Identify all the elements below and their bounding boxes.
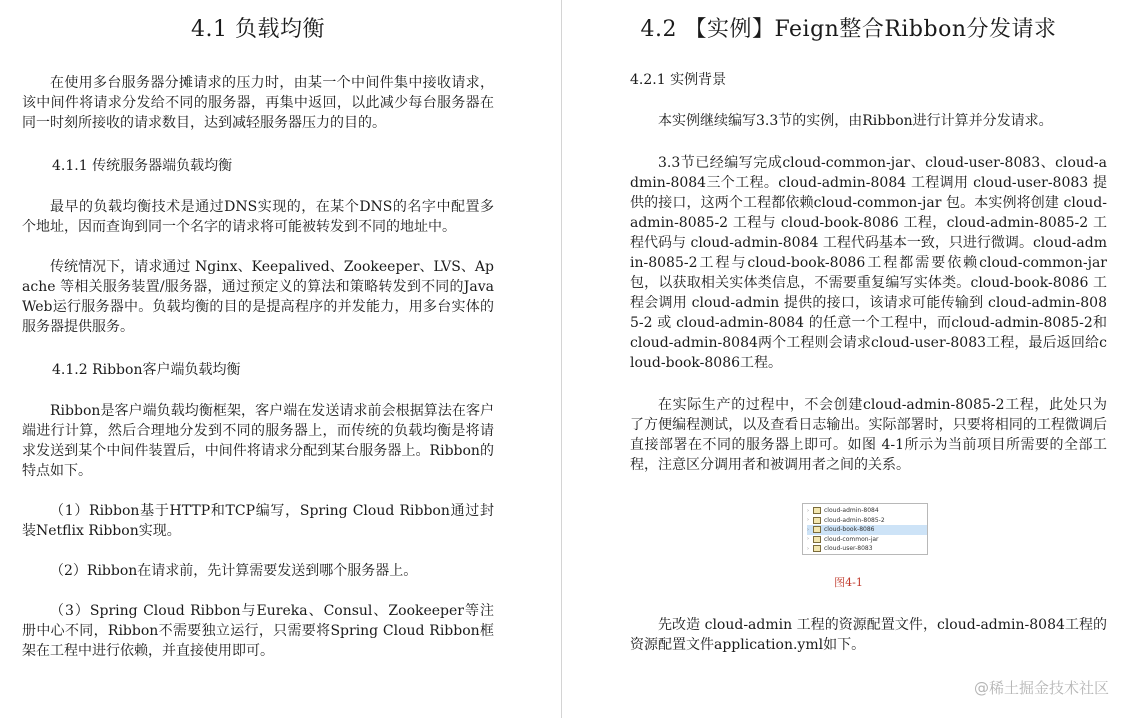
dns-paragraph: 最早的负载均衡技术是通过DNS实现的，在某个DNS的名字中配置多个地址，因而查询到同一个名字的请求将可能被转发到不同的地址中。 xyxy=(22,199,494,235)
tree-item-label: cloud-common-jar xyxy=(824,535,879,543)
tree-item-label: cloud-user-8083 xyxy=(824,545,873,553)
page-divider xyxy=(561,0,562,718)
right-page xyxy=(566,0,1131,718)
chevron-right-icon: › xyxy=(807,536,809,543)
chevron-right-icon: › xyxy=(807,507,809,514)
traditional-paragraph: 传统情况下，请求通过 Nginx、Keepalived、Zookeeper、LVS、Apache 等相关服务装置/服务器，通过预定义的算法和策略转发到不同的Java Web运行服务器中。负载均衡的目的是提高程序的并发能力，用多台实体的服务器提供服务。 xyxy=(22,259,494,335)
subsection-heading-4-1-1: 4.1.1 传统服务器端负载均衡 xyxy=(52,158,233,174)
figure-caption: 图4-1 xyxy=(834,576,863,589)
tree-item[interactable] xyxy=(807,544,927,554)
tree-item[interactable] xyxy=(807,506,927,516)
tree-item-label: cloud-book-8086 xyxy=(824,526,875,534)
project-icon xyxy=(813,507,821,514)
config-paragraph: 先改造 cloud-admin 工程的资源配置文件，cloud-admin-8084工程的资源配置文件application.yml如下。 xyxy=(630,617,1107,653)
watermark: @稀土掘金技术社区 xyxy=(973,679,1109,697)
subsection-heading-4-1-2: 4.1.2 Ribbon客户端负载均衡 xyxy=(52,362,241,378)
subsection-heading-4-2-1: 4.2.1 实例背景 xyxy=(630,72,727,88)
ribbon-feature-1: （1）Ribbon基于HTTP和TCP编写，Spring Cloud Ribbon通过封装Netflix Ribbon实现。 xyxy=(22,503,494,539)
projects-paragraph: 3.3节已经编写完成cloud-common-jar、cloud-user-8083、cloud-admin-8084三个工程。cloud-admin-8084 工程调用 cloud-user-8083 提供的接口，这两个工程都依赖cloud-common-jar 包。本实例将创建 cloud-admin-8085-2 工程与 cloud-book-8086 工程，cloud-admin-8085-2 工程代码与 cloud-admin-8084 工程代码基本一致，只进行微调。cloud-admin-8085-2工程与cloud-book-8086工程都需要依赖cloud-common-jar包，以获取相关实体类信息，不需要重复编写实体类。cloud-book-8086 工程会调用 cloud-admin 提供的接口，该请求可能传输到 cloud-admin-8085-2 或 cloud-admin-8084 的任意一个工程中，而cloud-admin-8085-2和 cloud-admin-8084两个工程则会请求cloud-user-8083工程，最后返回给cloud-book-8086工程。 xyxy=(630,155,1107,371)
background-paragraph: 本实例继续编写3.3节的实例，由Ribbon进行计算并分发请求。 xyxy=(658,113,1053,129)
tree-item-selected[interactable] xyxy=(807,525,927,535)
left-page xyxy=(0,0,560,718)
section-title-4-2: 4.2 【实例】Feign整合Ribbon分发请求 xyxy=(640,17,1057,42)
project-icon xyxy=(813,526,821,533)
project-icon xyxy=(813,517,821,524)
tree-item[interactable] xyxy=(807,535,927,545)
intro-paragraph: 在使用多台服务器分摊请求的压力时，由某一个中间件集中接收请求，该中间件将请求分发给不同的服务器，再集中返回，以此减少每台服务器在同一时刻所接收的请求数目，达到减轻服务器压力的目的。 xyxy=(22,75,494,131)
ribbon-paragraph: Ribbon是客户端负载均衡框架，客户端在发送请求前会根据算法在客户端进行计算，然后合理地分发到不同的服务器上，而传统的负载均衡是将请求发送到某个中间件装置后，中间件将请求分配到某台服务器上。Ribbon的特点如下。 xyxy=(22,403,494,479)
production-paragraph: 在实际生产的过程中，不会创建cloud-admin-8085-2工程，此处只为了方便编程测试，以及查看日志输出。实际部署时，只要将相同的工程微调后直接部署在不同的服务器上即可。如图 4-1所示为当前项目所需要的全部工程，注意区分调用者和被调用者之间的关系。 xyxy=(630,397,1107,473)
project-icon xyxy=(813,536,821,543)
ribbon-feature-2: （2）Ribbon在请求前，先计算需要发送到哪个服务器上。 xyxy=(50,563,418,579)
tree-item-label: cloud-admin-8085-2 xyxy=(824,516,885,524)
chevron-right-icon: › xyxy=(807,526,809,533)
tree-item[interactable] xyxy=(807,516,927,526)
tree-item-label: cloud-admin-8084 xyxy=(824,507,879,515)
chevron-right-icon: › xyxy=(807,517,809,524)
section-title-4-1: 4.1 负载均衡 xyxy=(191,17,325,42)
project-icon xyxy=(813,545,821,552)
ribbon-feature-3: （3）Spring Cloud Ribbon与Eureka、Consul、Zookeeper等注册中心不同，Ribbon不需要独立运行，只需要将Spring Cloud Ribbon框架在工程中进行依赖，并直接使用即可。 xyxy=(22,603,494,659)
chevron-right-icon: › xyxy=(807,545,809,552)
project-tree-figure xyxy=(802,503,928,555)
